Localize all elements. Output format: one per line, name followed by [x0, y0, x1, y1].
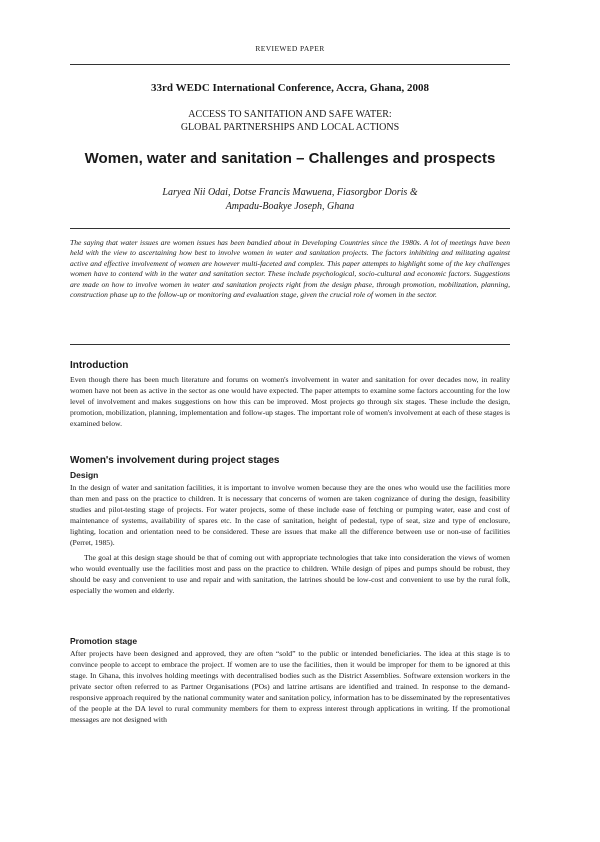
authors-line-2: Ampadu-Boakye Joseph, Ghana	[225, 201, 355, 212]
abstract: The saying that water issues are women issues has been bandied about in Developing Countries since the 1980s. A lot of meetings have been held with the view to ascertaining how best to involve women in water and sanitation projects. The factors inhibiting and militating against active and effective involvement of women are however multi-faceted and complex. This paper attempts to highlight some of the key challenges women have to contend with in the water and sanitation sector. These include psychological, socio-cultural and economic factors. Suggestions are made on how to involve women in water and sanitation projects right from the design phase, through promotion, mobilization, planning, construction phase up to the follow-up or monitoring and evaluation stage, given the crucial role of women in the sector.	[70, 238, 510, 300]
stages-heading: Women's involvement during project stages	[70, 455, 280, 466]
authors	[70, 186, 510, 214]
paper-title: Women, water and sanitation – Challenges and prospects	[84, 150, 496, 167]
introduction-paragraph: Even though there has been much literature and forums on women's involvement in water and sanitation for over decades now, in reality women have not been as active in the sector as one would have expected. The paper attempts to examine some factors accounting for the low level of involvement and makes suggestions on how this can be improved. Most projects go through six stages. These include the design, promotion, mobilization, planning, implementation and follow-up stages. The important role of women's involvement at each of these stages is examined below.	[70, 375, 510, 428]
theme-line-1: ACCESS TO SANITATION AND SAFE WATER:	[188, 109, 392, 120]
conference-theme	[70, 108, 510, 134]
conference-title: 33rd WEDC International Conference, Accra, Ghana, 2008	[151, 82, 429, 94]
promotion-paragraph: After projects have been designed and approved, they are often “sold” to the public or intended beneficiaries. The idea at this stage is to convince people to accept to embrace the project. If women are to use the facilities, then it would be improper for them to be ignored at this stage. In Ghana, this involves holding meetings with decentralised bodies such as the District Assemblies. Software extension workers in the private sector often referred to as Partner Organisations (POs) and latrine artisans are identified and trained. In response to the demand-responsive approach required by the national community water and sanitation policy, information has to be disseminated by the representatives of the people at the DA level to rural community members for them to express interest through applications in writing. If the promotional messages are not designed with	[70, 649, 510, 724]
design-paragraph-1: In the design of water and sanitation facilities, it is important to involve women because they are the ones who would use the facilities more than men and pass on the practice to children. It is necessary that concerns of women are taken cognizance of during the design, feasibility studies and pilot-testing stage of projects. For water projects, some of these include ease of fetching or pumping water, ease and cost of maintenance of systems, availability of spares etc. In the case of sanitation, height of pedestal, type of seat, size and type of enclosure, lighting, location and orientation need to be considered. These are issues that make all the difference between use or non-use of facilities (Perret, 1985).	[70, 483, 510, 547]
promotion-heading: Promotion stage	[70, 636, 138, 646]
reviewed-paper-label: REVIEWED PAPER	[255, 44, 325, 53]
theme-line-2: GLOBAL PARTNERSHIPS AND LOCAL ACTIONS	[180, 122, 400, 133]
authors-line-1: Laryea Nii Odai, Dotse Francis Mawuena, Fiasorgbor Doris &	[162, 187, 418, 198]
introduction-heading: Introduction	[70, 360, 129, 371]
abstract-top-rule	[70, 228, 510, 229]
design-paragraph-2: The goal at this design stage should be that of coming out with appropriate technologies that take into consideration the views of women who would eventually use the facilities most and pass on the practice to children. While design of pipes and pumps should be robust, they should be easy and convenient to use and repair and with sanitation, the latrines should be low-cost and convenient to use by the rural folk, especially the women and elderly.	[70, 553, 510, 595]
abstract-bottom-rule	[70, 344, 510, 345]
header-rule	[70, 64, 510, 65]
design-heading: Design	[70, 470, 99, 480]
